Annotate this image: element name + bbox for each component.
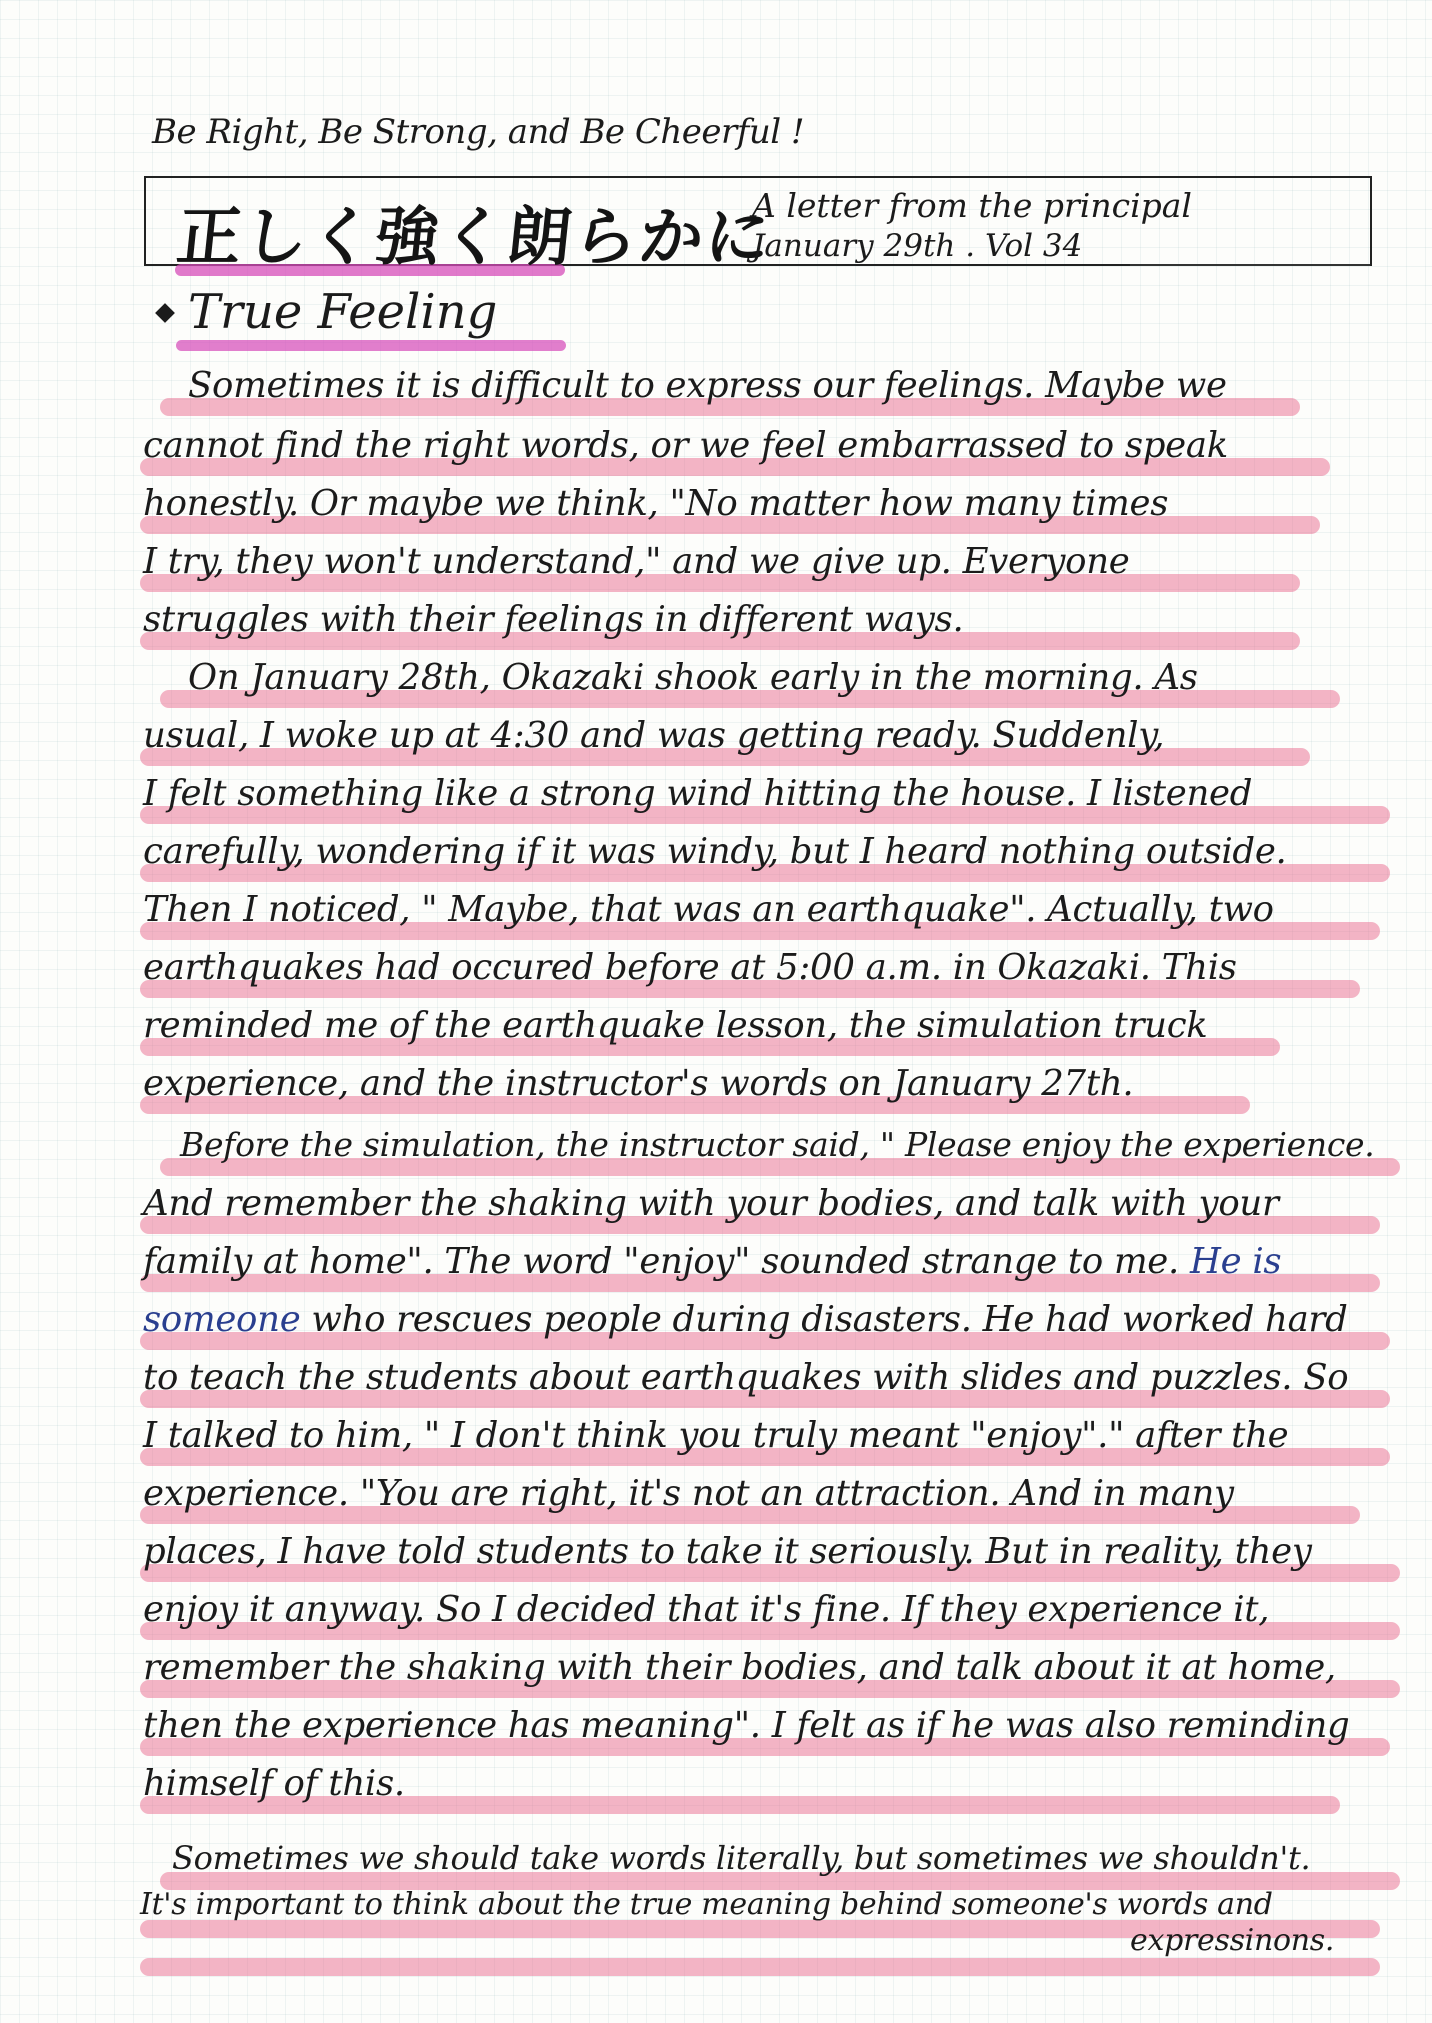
- body-line: earthquakes had occured before at 5:00 a.m. in Okazaki. This: [143, 947, 1237, 988]
- body-line: It's important to think about the true meaning behind someone's words and: [140, 1887, 1273, 1922]
- body-line: carefully, wondering if it was windy, but I heard nothing outside.: [143, 831, 1287, 872]
- body-line: [143, 1241, 1282, 1282]
- body-line: then the experience has meaning". I felt as if he was also reminding: [143, 1705, 1350, 1746]
- body-line: Sometimes it is difficult to express our feelings. Maybe we: [188, 365, 1227, 406]
- body-line: cannot find the right words, or we feel embarrassed to speak: [143, 425, 1228, 466]
- body-text: who rescues people during disasters. He had worked hard: [311, 1299, 1348, 1340]
- section-heading: [158, 284, 497, 340]
- diamond-bullet-icon: [155, 303, 175, 323]
- body-line: experience. "You are right, it's not an attraction. And in many: [143, 1473, 1234, 1514]
- blue-ink-text: He is: [1190, 1241, 1282, 1282]
- body-line: On January 28th, Okazaki shook early in the morning. As: [188, 657, 1198, 698]
- highlight: [140, 1958, 1380, 1976]
- body-line: expressinons.: [1130, 1923, 1335, 1958]
- motto: Be Right, Be Strong, and Be Cheerful !: [152, 112, 805, 152]
- body-line: to teach the students about earthquakes with slides and puzzles. So: [143, 1357, 1349, 1398]
- body-line: And remember the shaking with your bodies, and talk with your: [143, 1183, 1279, 1224]
- body-line: usual, I woke up at 4:30 and was getting ready. Suddenly,: [143, 715, 1165, 756]
- letter-from: A letter from the principal: [752, 186, 1192, 225]
- letter-date: January 29th . Vol 34: [752, 228, 1083, 264]
- body-line: honestly. Or maybe we think, "No matter how many times: [143, 483, 1169, 524]
- body-line: I talked to him, " I don't think you truly meant "enjoy"." after the: [143, 1415, 1289, 1456]
- body-line: remember the shaking with their bodies, and talk about it at home,: [143, 1647, 1336, 1688]
- body-line: Then I noticed, " Maybe, that was an earthquake". Actually, two: [143, 889, 1274, 930]
- blue-ink-text: someone: [143, 1299, 301, 1340]
- date-underline: [1130, 264, 1370, 266]
- body-line: places, I have told students to take it seriously. But in reality, they: [143, 1531, 1312, 1572]
- body-line: [143, 1299, 1348, 1340]
- body-line: I felt something like a strong wind hitting the house. I listened: [143, 773, 1253, 814]
- body-line: himself of this.: [143, 1763, 405, 1804]
- section-highlight: [176, 340, 566, 351]
- body-line: Before the simulation, the instructor said, " Please enjoy the experience.: [180, 1125, 1375, 1164]
- body-line: enjoy it anyway. So I decided that it's fine. If they experience it,: [143, 1589, 1270, 1630]
- body-line: Sometimes we should take words literally, but sometimes we shouldn't.: [172, 1839, 1311, 1877]
- section-title: True Feeling: [188, 284, 498, 340]
- japanese-title: 正しく強く朗らかに: [173, 201, 776, 275]
- body-line: reminded me of the earthquake lesson, the simulation truck: [143, 1005, 1208, 1046]
- body-text: family at home". The word "enjoy" sounded strange to me.: [143, 1241, 1179, 1282]
- body-line: I try, they won't understand," and we give up. Everyone: [143, 541, 1130, 582]
- body-line: struggles with their feelings in different ways.: [143, 599, 964, 640]
- body-line: experience, and the instructor's words on January 27th.: [143, 1063, 1134, 1104]
